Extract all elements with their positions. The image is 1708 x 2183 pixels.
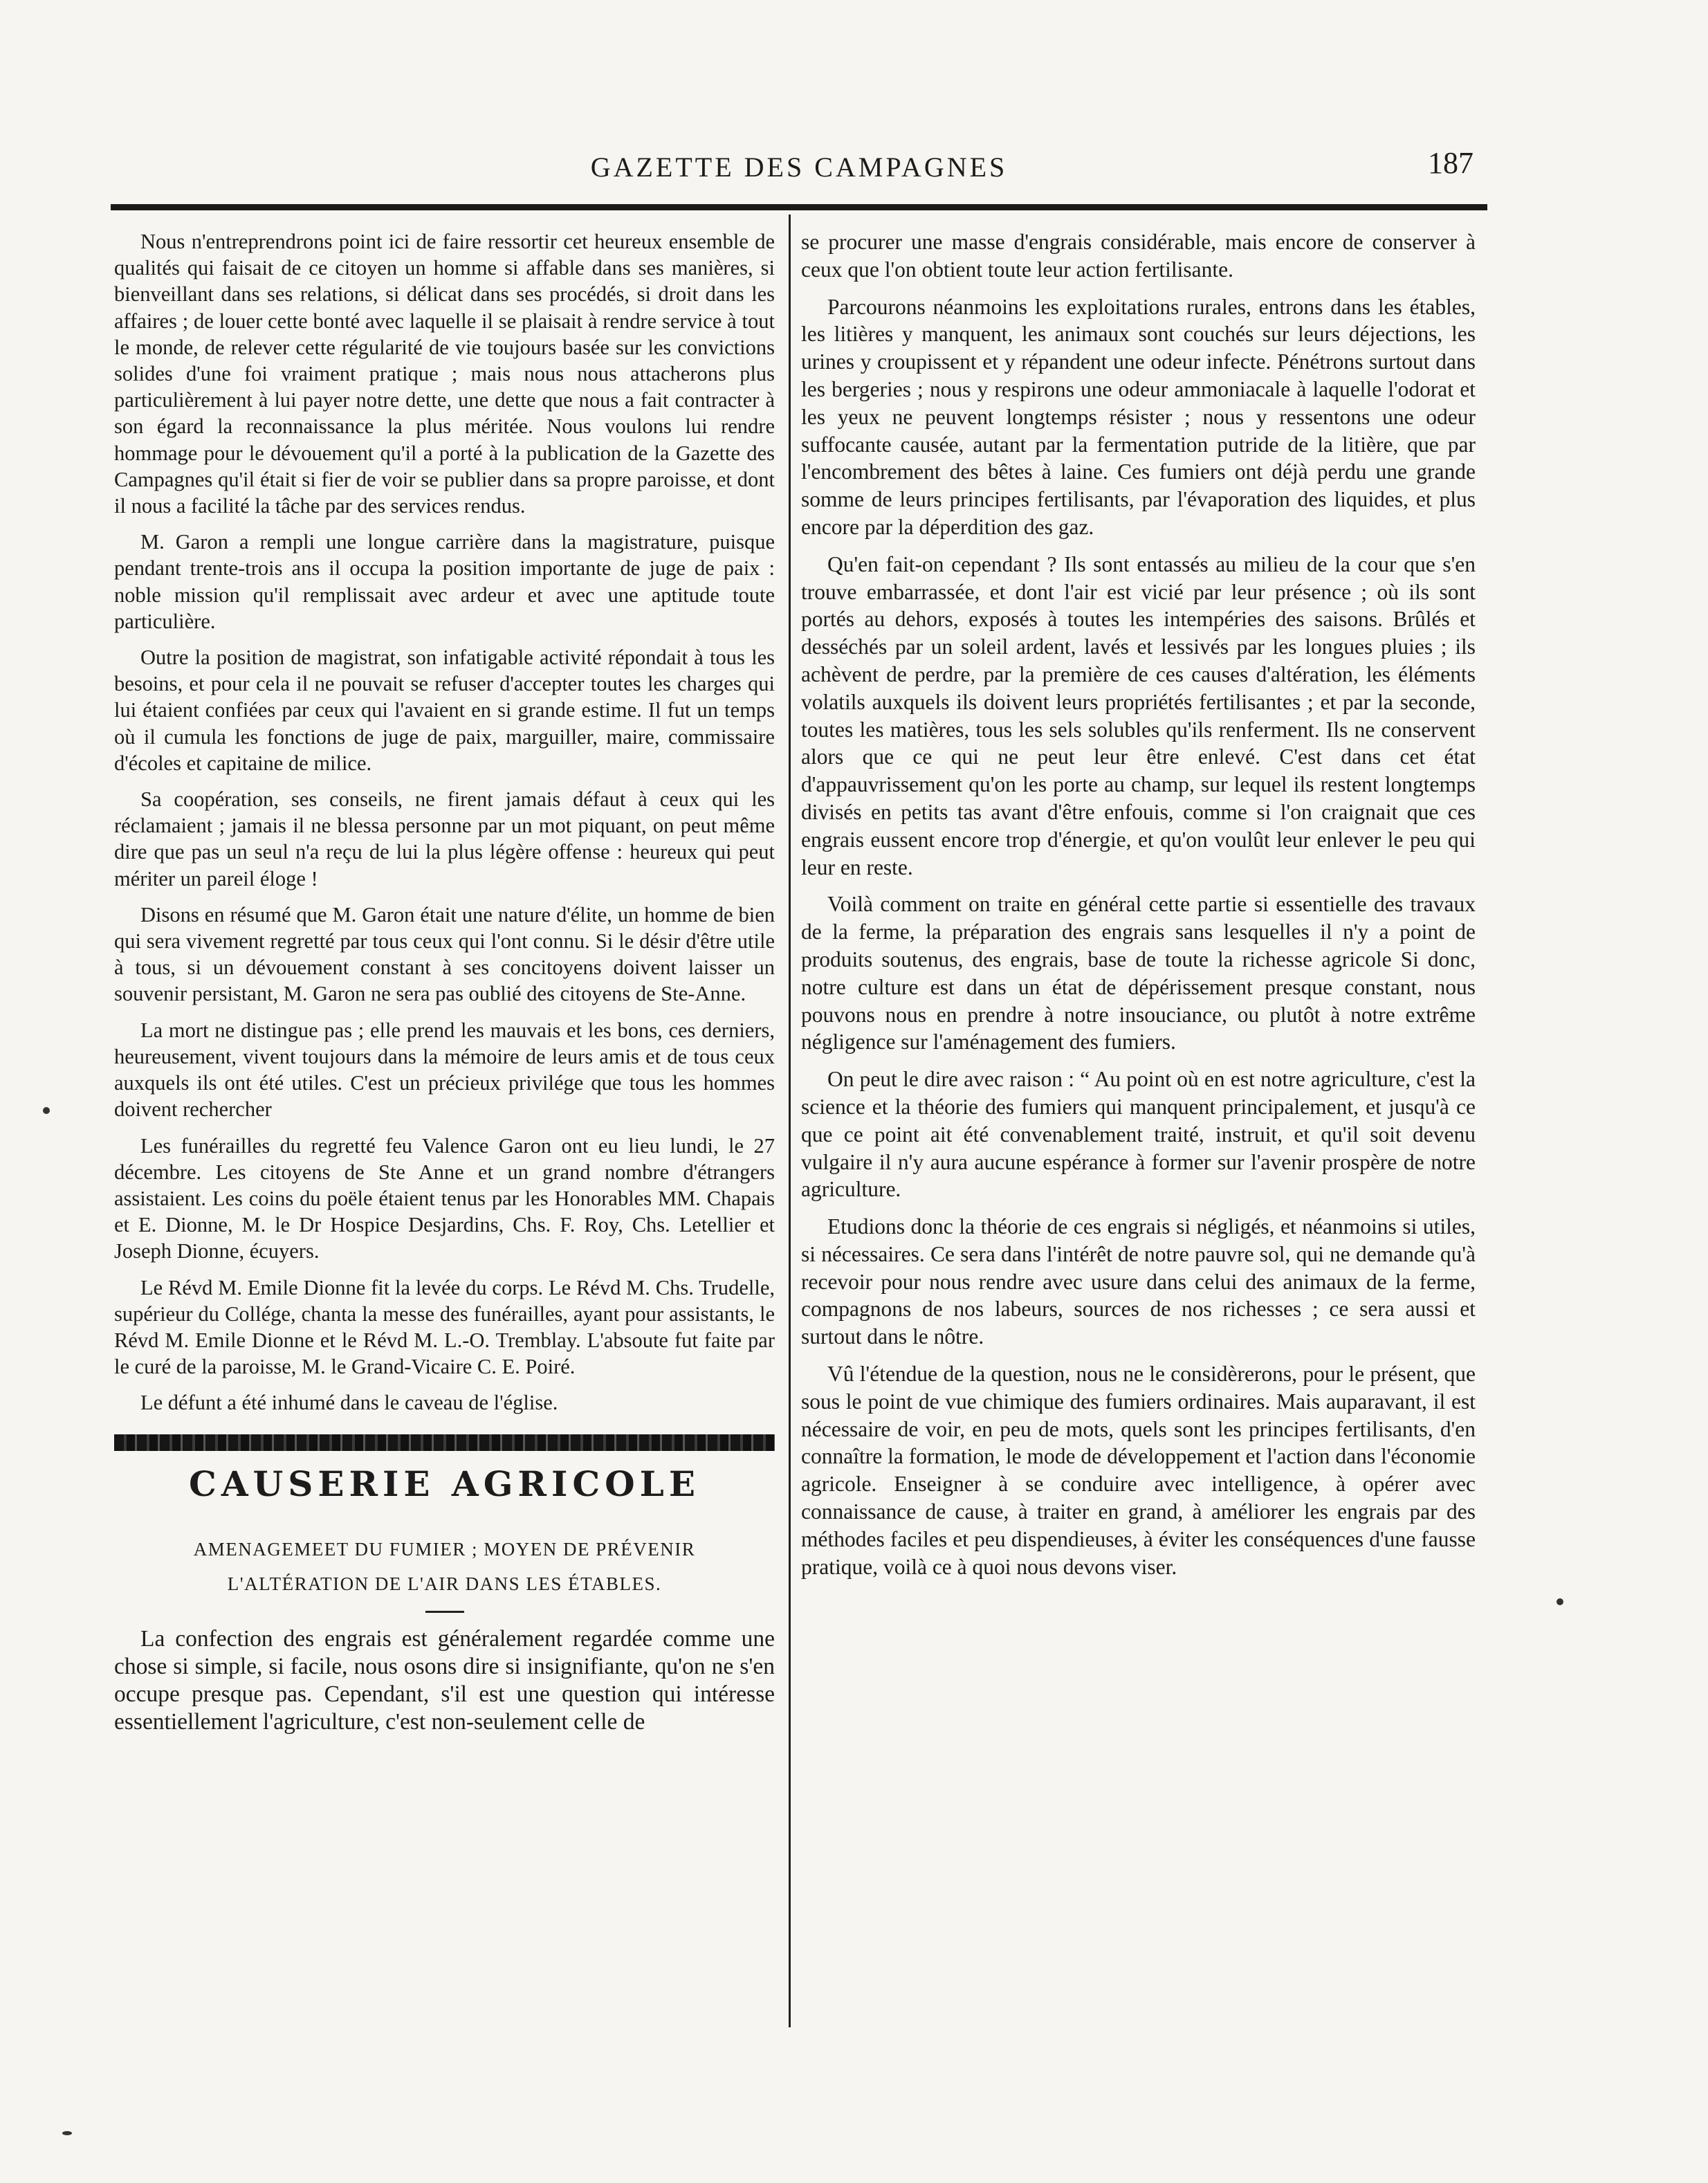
article-paragraph-7: Vû l'étendue de la question, nous ne le considèrerons, pour le présent, que sous le point de vue chimique des fumiers ordinaires. Mais auparavant, il est nécessaire de voir, en peu de mots, quels sont les principes fertilisants, d'en connaître la formation, le mode de développement et l'action dans l'économie agricole. Enseigner à se conduire avec intelligence, à opérer avec connaissance de cause, à traiter en grand, à améliorer les engrais par des méthodes faciles et peu dispendieuses, à éviter les conséquences d'une fausse pratique, voilà ce à quoi nous devons viser. — [801, 1362, 1476, 1579]
margin-speck — [62, 2131, 72, 2135]
right-column — [801, 228, 1476, 1590]
article-subtitle: AMENAGEMEET DU FUMIER ; MOYEN DE PRÉVENIR L'ALTÉRATION DE L'AIR DANS LES ÉTABLES. — [193, 1538, 696, 1594]
article-continuation: se procurer une masse d'engrais considérable, mais encore de conserver à ceux que l'on obtient toute leur action fertilisante. — [801, 230, 1476, 282]
obituary-paragraph-1: Nous n'entreprendrons point ici de faire ressortir cet heureux ensemble de qualités qui faisait de ce citoyen un homme si affable dans ses manières, si bienveillant dans ses relations, si délicat dans ses procédés, si droit dans les affaires ; de louer cette bonté avec laquelle il se plaisait à rendre service à tout le monde, de relever cette régularité de vie toujours basée sur les convictions solides d'une foi vraiment pratique ; mais nous nous attacherons plus particulièrement à lui payer notre dette, une dette que nous a fait contracter à son égard la reconnaissance la plus méritée. Nous voulons lui rendre hommage pour le dévouement qu'il a porté à la publication de la Gazette des Campagnes qu'il était si fier de voir se publier dans sa propre paroisse, et dont il nous a facilité la tâche par des services rendus. — [114, 230, 775, 518]
page-header — [111, 145, 1487, 194]
article-paragraph-1: La confection des engrais est généralement regardée comme une chose si simple, si facile, nous osons dire si insignifiante, qu'on ne s'en occupe presque pas. Cependant, s'il est une question qui intéresse essentiellement l'agriculture, c'est non-seulement celle de — [114, 1625, 775, 1735]
article-paragraph-3: Qu'en fait-on cependant ? Ils sont entassés au milieu de la cour que s'en trouve embarrassée, et dont l'air est vicié par leur présence ; où ils sont portés au dehors, exposés à toutes les intempéries des saisons. Brûlés et desséchés par un soleil ardent, lavés et lessivés par les longues pluies ; ils achèvent de perdre, par la première de ces causes d'altération, les éléments volatils auxquels ils doivent leurs propriétés fertilisantes ; et par la seconde, toutes les matières, tous les sels solubles qu'ils renferment. Ils ne conservent alors que ce qui ne peut leur être enlevé. C'est dans cet état d'appauvrissement qu'on les porte au champ, sur lequel ils restent longtemps divisés en petits tas avant d'être enfouis, comme si l'on craignait que ces engrais eussent encore trop d'énergie, et qu'on voulût leur enlever le peu qui leur en reste. — [801, 551, 1476, 879]
left-column — [114, 228, 775, 1746]
obituary-paragraph-3: Outre la position de magistrat, son infatigable activité répondait à tous les besoins, et pour cela il ne pouvait se refuser d'accepter toutes les charges qui lui étaient confiées par ceux qui l'avaient en si grande estime. Il fut un temps où il cumula les fonctions de juge de paix, marguiller, maire, commissaire d'écoles et capitaine de milice. — [114, 646, 775, 775]
obituary-paragraph-2: M. Garon a rempli une longue carrière dans la magistrature, puisque pendant trente-trois ans il occupa la position importante de juge de paix : noble mission qu'il remplissait avec ardeur et avec une aptitude toute particulière. — [114, 530, 775, 633]
obituary-paragraph-7: Les funérailles du regretté feu Valence Garon ont eu lieu lundi, le 27 décembre. Les citoyens de Ste Anne et un grand nombre d'étrangers assistaient. Les coins du poële étaient tenus par les Honorables MM. Chapais et E. Dionne, M. le Dr Hospice Desjardins, Chs. F. Roy, Chs. Letellier et Joseph Dionne, écuyers. — [114, 1133, 775, 1263]
article-paragraph-2: Parcourons néanmoins les exploitations rurales, entrons dans les étables, les litières y manquent, les animaux sont couchés sur leurs déjections, les urines y croupissent et y répandent une odeur infecte. Pénétrons surtout dans les bergeries ; nous y respirons une odeur ammoniacale à laquelle l'odorat et les yeux ne peuvent longtemps résister ; nous y ressentons une odeur suffocante causée, autant par la fermentation putride de la litière, que par l'encombrement des bêtes à laine. Ces fumiers ont déjà perdu une grande somme de leurs principes fertilisants, par l'évaporation des liquides, et plus encore par la déperdition des gaz. — [801, 294, 1476, 539]
article-paragraph-5: On peut le dire avec raison : “ Au point où en est notre agriculture, c'est la science et la théorie des fumiers qui manquent principalement, et jusqu'à ce que ce point ait été convenablement traité, instruit, et qu'il soit devenu vulgaire il n'y aura aucune espérance à former sur l'avenir prospère de notre agriculture. — [801, 1067, 1476, 1202]
obituary-paragraph-4: Sa coopération, ses conseils, ne firent jamais défaut à ceux qui les réclamaient ; jamais il ne blessa personne par un mot piquant, on peut même dire que pas un seul n'a reçu de lui la plus légère offense : heureux qui peut mériter un pareil éloge ! — [114, 787, 775, 890]
publication-title: GAZETTE DES CAMPAGNES — [590, 152, 1008, 183]
column-divider — [789, 214, 791, 2027]
margin-speck — [43, 1107, 50, 1114]
section-title: CAUSERIE AGRICOLE — [189, 1463, 700, 1504]
section-separator-band — [114, 1434, 775, 1451]
obituary-paragraph-9: Le défunt a été inhumé dans le caveau de l'église. — [140, 1391, 558, 1415]
page-number: 187 — [1428, 146, 1473, 180]
obituary-paragraph-8: Le Révd M. Emile Dionne fit la levée du corps. Le Révd M. Chs. Trudelle, supérieur du Collége, chanta la messe des funérailles, ayant pour assistants, le Révd M. Emile Dionne et le Révd M. L.-O. Tremblay. L'absoute fut faite par le curé de la paroisse, M. le Grand-Vicaire C. E. Poiré. — [114, 1275, 775, 1379]
margin-speck — [1557, 1598, 1563, 1605]
article-paragraph-6: Etudions donc la théorie de ces engrais si négligés, et néanmoins si utiles, si nécessaires. Ce sera dans l'intérêt de notre pauvre sol, qui ne demande qu'à recevoir pour nous rendre avec usure dans celui des animaux de la ferme, compagnons de nos labeurs, sources de nos richesses ; ce sera aussi et surtout dans le nôtre. — [801, 1214, 1476, 1349]
obituary-paragraph-6: La mort ne distingue pas ; elle prend les mauvais et les bons, ces derniers, heureusement, vivent toujours dans la mémoire de leurs amis et de tous ceux auxquels ils ont été utiles. C'est un précieux privilége que tous les hommes doivent rechercher — [114, 1018, 775, 1122]
subtitle-rule — [425, 1611, 464, 1613]
obituary-paragraph-5: Disons en résumé que M. Garon était une nature d'élite, un homme de bien qui sera vivement regretté par tous ceux qui l'ont connu. Si le désir d'être utile à tous, si un dévouement constant à ses concitoyens doivent laisser un souvenir persistant, M. Garon ne sera pas oublié des citoyens de Ste-Anne. — [114, 902, 775, 1006]
header-double-rule — [111, 204, 1487, 210]
article-paragraph-4: Voilà comment on traite en général cette partie si essentielle des travaux de la ferme, la préparation des engrais sans lesquelles il n'y a point de produits soutenus, des engrais, base de toute la richesse agricole Si donc, notre culture est dans un état de dépérissement presque constant, nous pouvons nous en prendre à notre insouciance, ou plutôt à notre extrême négligence sur l'aménagement des fumiers. — [801, 892, 1476, 1054]
